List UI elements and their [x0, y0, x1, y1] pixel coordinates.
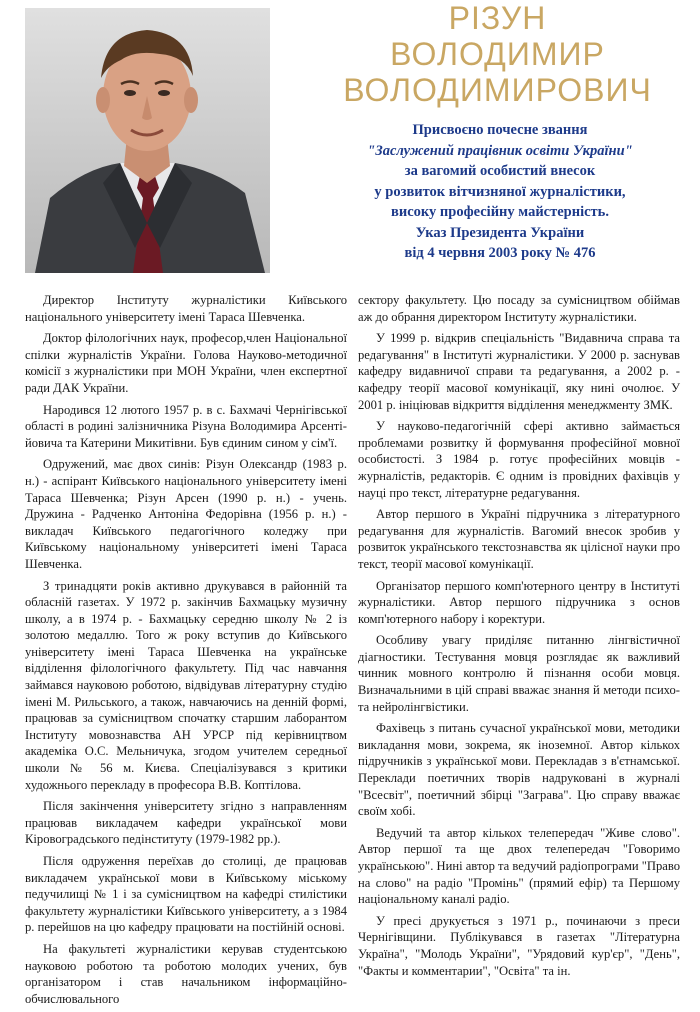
award-line: Присвоєно почесне звання	[412, 122, 588, 138]
paragraph: Доктор філологічних наук, професор,член Національної спілки журналістів України. Голова Науково-методичної комісії з журналістики при МОН України, член експертної ради ДАК України.	[25, 331, 347, 395]
paragraph: У пресі друкується з 1971 р., починаючи з преси Чернігівщини. Публікувався в газетах "Літературна Україна", "Молодь України", "Урядовий кур'єр", "День", "Факты и комментарии", "Освіта" та ін.	[358, 913, 680, 978]
award-line: високу професійну майстерність.	[391, 204, 609, 220]
award-line: у розвиток вітчизняної журналістики,	[374, 183, 626, 200]
paragraph: Фахівець з питань сучасної української мови, методики викладання мови, зокрема, як іноземної. Автор кількох підручників з української мови. Перекладав з в'єтнамської. Переклади поетичних творів надруковані в журналі "Всесвіт", поетичний збірці "Заграва". Цю справу вважає своїм хобі.	[358, 721, 680, 819]
paragraph: Автор першого в Україні підручника з літературного редагування для журналістів. Вагомий внесок зробив у розвиток українського текстознавства як цілісної науки про текст, теорії масової комунікації.	[358, 507, 680, 571]
award-line: від 4 червня 2003 року № 476	[404, 245, 596, 261]
paragraph: З тринадцяти років активно друкувався в районній та обласній газетах. У 1972 р. закінчив Бахмацьку музичну школу, а в 1974 р. - Бахмацьку середню школу № 2 із золотою медаллю. Того ж року вступив до Київського університету імені Тараса Шевченка на українське відділення філологічного факультету. Під час навчання займався науковою роботою, відвідував літературну студію імені М. Рильського, а також, навчаючись на денній формі, працював за сумісництвом спочатку старшим лаборантом Інституту мовознавства АН УРСР під керівництвом академіка О.С. Мельничука, згодом учителем середньої школи № 56 м. Києва. Спеціалізувався з критики художнього перекладу в професора В.В. Коптілова.	[25, 578, 347, 792]
award-line: за вагомий особистий внесок	[404, 163, 596, 179]
paragraph: Директор Інституту журналістики Київського національного університету імені Тараса Шевченка.	[25, 293, 347, 324]
paragraph: Народився 12 лютого 1957 р. в с. Бахмачі Чернігівської області в родині залізничника Різуна Володимира Арсенті-йовича та Катерини Микитівни. Був єдиним сином у сім'ї.	[25, 402, 347, 450]
person-name	[300, 0, 695, 108]
paragraph: Ведучий та автор кількох телепередач "Живе слово". Автор першої та ще двох телепередач "Говоримо українською". Нині автор та ведучий радіопрограми "Право на слово" на радіо "Промінь" (прямий ефір) та Першому національному каналі радіо.	[358, 825, 680, 907]
paragraph: Після закінчення університету згідно з направленням працював викладачем кафедри української мови Кіровоградського педінституту (1979-1982 рр.).	[25, 799, 347, 847]
portrait-illustration	[25, 8, 270, 273]
biography-column-left	[25, 292, 347, 1012]
name-first: ВОЛОДИМИР	[390, 36, 605, 72]
paragraph: Особливу увагу приділяє питанню лінгвістичної діагностики. Тестування мовця розглядає як важливий чинник мовного контролю й пізнання особи мовця. Визначальними в цій справі вважає знання й методи психо- та нейролінгвістики.	[358, 633, 680, 714]
award-line: Указ Президента України	[415, 224, 585, 241]
paragraph: На факультеті журналістики керував студентською науковою роботою та роботою молодих учених, був організатором і став начальником інформаційно-обчислювального	[25, 941, 347, 1006]
biography-column-right	[358, 292, 680, 984]
paragraph: Організатор першого комп'ютерного центру в Інституті журналістики. Автор першого підручника з основ комп'ютерного набору і коректури.	[358, 578, 680, 626]
paragraph: У 1999 р. відкрив спеціальність "Видавнича справа та редагування" в Інституті журналістики. У 2000 р. заснував кафедру видавничої справи та редагування, а 2002 р. - кафедру теорії масової комунікації, яку нині очолює. У 2001 р. ініціював відкриття відділення менеджменту ЗМК.	[358, 331, 680, 412]
paragraph: Після одруження переїхав до столиці, де працював викладачем української мови в Київському міському педучилищі № 1 і за сумісництвом на кафедрі стилістики факультету журналістики Київського університету, а з 1984 р. перейшов на цю кафедру працювати на постійній основі.	[25, 854, 347, 935]
award-line: "Заслужений працівник освіти України"	[367, 142, 633, 159]
paragraph: У науково-педагогічній сфері активно займається проблемами розвитку й формування професійної мовної особистості. З 1984 р. готує професійних мовців - журналістів, редакторів. Є одним із провідних фахівців у науці про текст, літературне редагування.	[358, 419, 680, 500]
name-surname: РІЗУН	[448, 0, 547, 36]
paragraph: Одружений, має двох синів: Різун Олександр (1983 р. н.) - аспірант Київського національного університету імені Тараса Шевченка; Різун Арсен (1990 р. н.) - учень. Дружина - Радченко Антоніна Федорівна (1956 р. н.) - викладач Київського педагогічного коледжу при Київському національному університеті імені Тараса Шевченка.	[25, 457, 347, 571]
portrait-photo	[25, 8, 270, 273]
name-patronymic: ВОЛОДИМИРОВИЧ	[343, 72, 652, 108]
award-statement	[330, 120, 670, 264]
paragraph: сектору факультету. Цю посаду за сумісництвом обіймав аж до обрання директором Інституту журналістики.	[358, 293, 680, 324]
